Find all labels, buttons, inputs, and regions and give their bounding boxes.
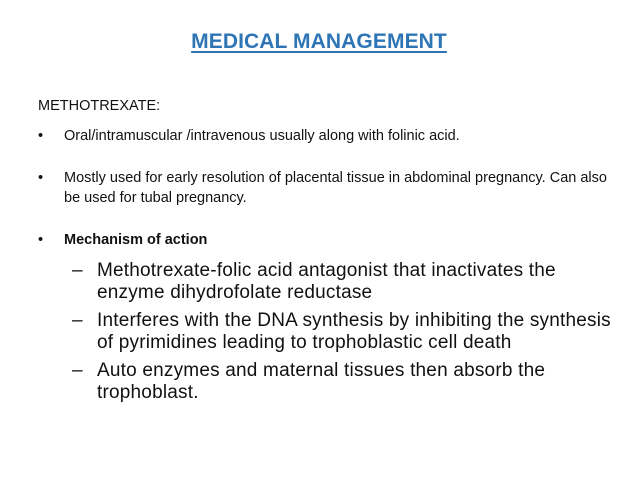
dash-marker: – [72, 360, 83, 381]
bullet-text: Oral/intramuscular /intravenous usually along with folinic acid. [64, 128, 460, 144]
bullet-item-mechanism [38, 230, 618, 250]
bullet-item [38, 126, 618, 146]
sub-item [72, 310, 618, 354]
mechanism-sub-list [72, 260, 618, 404]
sub-item-text: Auto enzymes and maternal tissues then absorb the trophoblast. [97, 360, 546, 403]
sub-item [72, 260, 618, 304]
sub-item-text: Interferes with the DNA synthesis by inhibiting the synthesis of pyrimidines leading to trophoblastic cell death [97, 310, 611, 353]
slide-body [38, 96, 618, 410]
bullet-marker: • [38, 128, 44, 144]
sub-item [72, 360, 618, 404]
slide-title: MEDICAL MANAGEMENT [191, 30, 447, 53]
sub-item-text: Methotrexate-folic acid antagonist that inactivates the enzyme dihydrofolate reductase [97, 260, 556, 303]
bullet-marker: • [38, 232, 44, 248]
dash-marker: – [72, 310, 83, 331]
bullet-marker: • [38, 170, 44, 186]
mechanism-heading: Mechanism of action [64, 232, 208, 248]
bullet-text: Mostly used for early resolution of placental tissue in abdominal pregnancy. Can also be used for tubal pregnancy. [64, 170, 607, 206]
drug-label: METHOTREXATE: [38, 98, 161, 114]
dash-marker: – [72, 260, 83, 281]
bullet-item [38, 168, 618, 208]
